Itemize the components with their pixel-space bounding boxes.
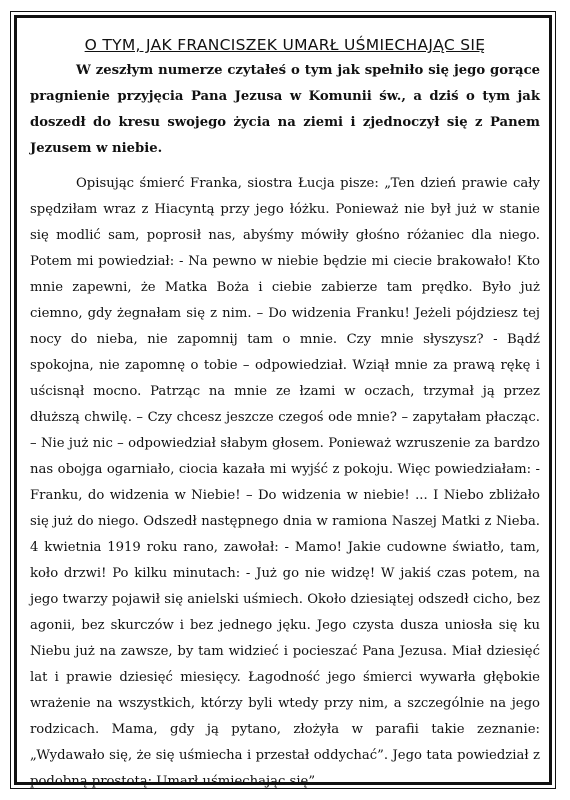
article-intro: W zeszłym numerze czytałeś o tym jak spełniło się jego gorące pragnienie przyjęcia Pana Jezusa w Komunii św., a dziś o tym jak doszedł do kresu swojego życia na ziemi i zjednoczył się z Panem Jezusem w niebie. (30, 63, 540, 156)
article-body: Opisując śmierć Franka, siostra Łucja pisze: „Ten dzień prawie cały spędziłam wraz z Hiacyntą przy jego łóżku. Ponieważ nie był już w stanie się modlić sam, poprosił nas, abyśmy mówiły głośno różaniec dla niego. Potem mi powiedział: - Na pewno w niebie będzie mi ciecie brakowało! Kto mnie zapewni, że Matka Boża i ciebie zabierze tam prędko. Było już ciemno, gdy żegnałam się z nim. – Do widzenia Franku! Jeżeli pójdziesz tej nocy do nieba, nie zapomnij tam o mnie. Czy mnie słyszysz? - Bądź spokojna, nie zapomnę o tobie – odpowiedział. Wziął mnie za prawą rękę i uścisnął mocno. Patrząc na mnie ze łzami w oczach, trzymał ją przez dłuższą chwilę. – Czy chcesz jeszcze czegoś ode mnie? – zapytałam płacząc. – Nie już nic – odpowiedział słabym głosem. Ponieważ wzruszenie za bardzo nas obojga ogarniało, ciocia kazała mi wyjść z pokoju. Więc powiedziałam: - Franku, do widzenia w Niebie! – Do widzenia w niebie! ... I Niebo zbliżało się już do niego. Odszedł następnego dnia w ramiona Naszej Matki z Nieba. 4 kwietnia 1919 roku rano, zawołał: - Mamo! Jakie cudowne światło, tam, koło drzwi! Po kilku minutach: - Już go nie widzę! W jakiś czas potem, na jego twarzy pojawił się anielski uśmiech. Około dziesiątej odszedł cicho, bez agonii, bez skurczów i bez jednego jęku. Jego czysta dusza uniosła się ku Niebu już na zawsze, by tam widzieć i pocieszać Pana Jezusa. Miał dziesięć lat i prawie dziesięć miesięcy. Łagodność jego śmierci wywarła głębokie wrażenie na wszystkich, którzy byli wtedy przy nim, a szczególnie na jego rodzicach. Mama, gdy ją pytano, złożyła w parafii takie zeznanie: „Wydawało się, że się uśmiecha i przestał oddychać”. Jego tata powiedział z podobną prostotą: Umarł uśmiechając się”. (30, 176, 540, 789)
article-title: O TYM, JAK FRANCISZEK UMARŁ UŚMIECHAJĄC SIĘ (84, 36, 486, 54)
article (30, 36, 540, 795)
